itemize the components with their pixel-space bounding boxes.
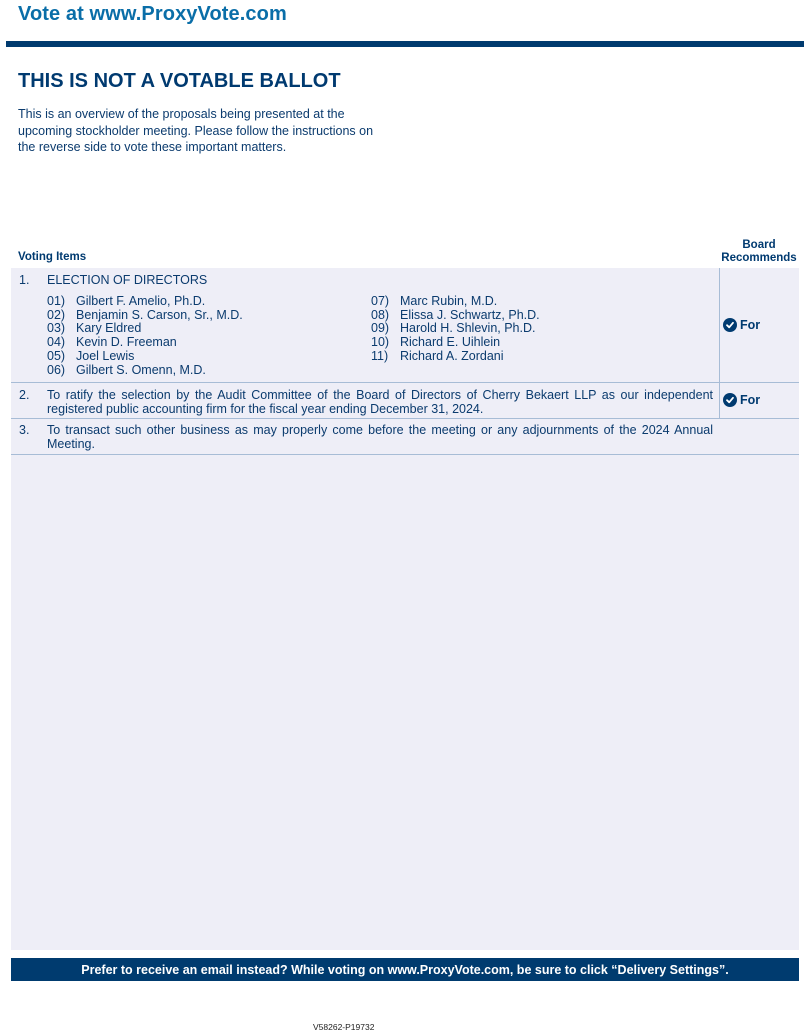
item-text: To transact such other business as may properly come before the meeting or any adjournments of the 2024 Annual Meeting.: [47, 423, 713, 451]
board-header-line: Board: [742, 239, 776, 251]
item-text: ELECTION OF DIRECTORS: [47, 273, 208, 287]
nominee-column-left: [47, 295, 243, 377]
voting-item-row: [11, 419, 799, 455]
recommendation-divider: [719, 268, 720, 382]
proxyvote-url-heading: Vote at www.ProxyVote.com: [18, 3, 287, 25]
nominee-item: 08) Elissa J. Schwartz, Ph.D.: [371, 307, 540, 322]
board-header-line: Recommends: [721, 252, 797, 264]
intro-line: the reverse side to vote these important matters.: [18, 140, 287, 154]
voting-item-row: [11, 383, 799, 418]
recommendation-label: For: [740, 393, 761, 407]
nominee-item: 02) Benjamin S. Carson, Sr., M.D.: [47, 307, 243, 322]
recommendation-divider: [719, 383, 720, 418]
checkmark-icon: [723, 318, 737, 332]
checkmark-icon: [723, 393, 737, 407]
recommendation-label: For: [740, 318, 761, 332]
board-recommends-header: [718, 239, 800, 265]
nominee-item: 10) Richard E. Uihlein: [371, 335, 501, 350]
page-title: THIS IS NOT A VOTABLE BALLOT: [18, 70, 341, 92]
intro-line: This is an overview of the proposals being presented at the: [18, 107, 345, 121]
item-number: 1.: [19, 273, 30, 287]
board-recommendation: [723, 318, 760, 332]
intro-line: upcoming stockholder meeting. Please follow the instructions on: [18, 123, 374, 138]
nominee-item: 07) Marc Rubin, M.D.: [371, 294, 498, 308]
item-number: 2.: [19, 388, 30, 402]
nominee-item: 04) Kevin D. Freeman: [47, 335, 177, 350]
row-divider: [11, 454, 799, 455]
nominee-item: 03) Kary Eldred: [47, 321, 142, 336]
nominee-item: 05) Joel Lewis: [47, 348, 135, 363]
nominee-column-right: [371, 295, 540, 364]
delivery-settings-banner: Prefer to receive an email instead? While voting on www.ProxyVote.com, be sure to click “Delivery Settings”.: [11, 958, 799, 981]
item-text: To ratify the selection by the Audit Committee of the Board of Directors of Cherry Bekaert LLP as our independent registered public accounting firm for the fiscal year ending December 31, 2024.: [47, 388, 713, 416]
board-recommendation: [723, 393, 760, 407]
voting-items-header: Voting Items: [18, 251, 87, 263]
voting-item-row: [11, 268, 799, 382]
document-code: V58262-P19732: [313, 1022, 375, 1032]
intro-text: [18, 106, 408, 156]
voting-items-table: [11, 268, 799, 950]
nominee-item: 01) Gilbert F. Amelio, Ph.D.: [47, 294, 206, 308]
nominee-item: 06) Gilbert S. Omenn, M.D.: [47, 362, 206, 377]
nominee-item: 11) Richard A. Zordani: [371, 348, 504, 363]
header-rule: [6, 41, 804, 47]
item-number: 3.: [19, 423, 30, 437]
nominee-item: 09) Harold H. Shlevin, Ph.D.: [371, 321, 536, 336]
